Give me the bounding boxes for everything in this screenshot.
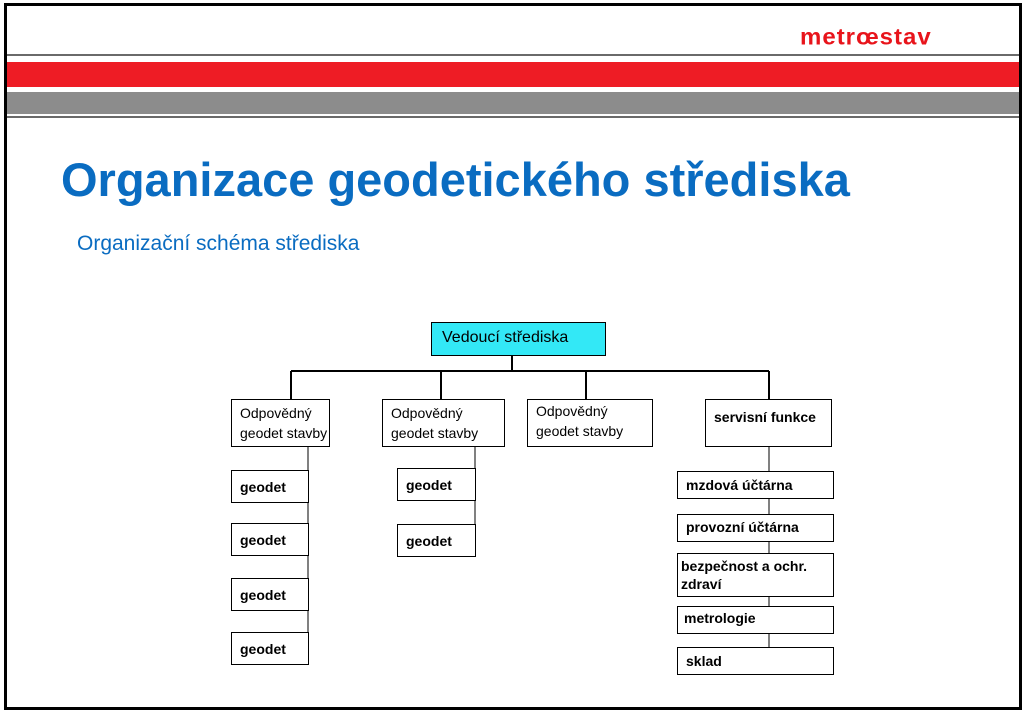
org-node-service <box>677 606 834 634</box>
org-node-label: mzdová účtárna <box>686 477 793 493</box>
org-node-label: geodet <box>406 477 452 493</box>
org-node-geodet <box>397 468 476 501</box>
org-node-branch-4 <box>705 399 832 447</box>
org-node-label: provozní účtárna <box>686 519 799 535</box>
org-node-label: servisní funkce <box>714 409 816 425</box>
org-node-label: Odpovědný geodet stavby <box>536 403 624 439</box>
page-subtitle: Organizační schéma střediska <box>77 232 360 255</box>
org-node-branch-3 <box>527 399 653 447</box>
org-node-label: geodet <box>240 479 286 495</box>
org-node-geodet <box>231 470 309 503</box>
org-node-label: Odpovědný geodet stavby <box>240 405 328 441</box>
org-node-label: bezpečnost a ochr. zdraví <box>681 558 808 592</box>
org-node-label: sklad <box>686 653 722 669</box>
org-node-service <box>677 647 834 675</box>
org-node-geodet <box>397 524 476 557</box>
slide <box>4 3 1022 710</box>
org-node-geodet <box>231 632 309 665</box>
org-node-label: geodet <box>240 641 286 657</box>
org-node-service <box>677 514 834 542</box>
org-node-label: geodet <box>406 533 452 549</box>
org-node-geodet <box>231 578 309 611</box>
org-node-service <box>677 553 834 597</box>
org-node-root <box>431 322 606 356</box>
org-node-label: Odpovědný geodet stavby <box>391 405 479 441</box>
metrostav-logo: metrœstav <box>800 24 932 51</box>
org-node-label: metrologie <box>684 610 756 626</box>
org-node-label: geodet <box>240 532 286 548</box>
page-title: Organizace geodetického střediska <box>61 153 850 206</box>
org-node-label: geodet <box>240 587 286 603</box>
org-node-label: Vedoucí střediska <box>442 329 569 346</box>
org-node-branch-1 <box>231 399 330 447</box>
org-node-branch-2 <box>382 399 505 447</box>
org-node-service <box>677 471 834 499</box>
org-node-geodet <box>231 523 309 556</box>
org-chart-connectors <box>7 6 1019 707</box>
